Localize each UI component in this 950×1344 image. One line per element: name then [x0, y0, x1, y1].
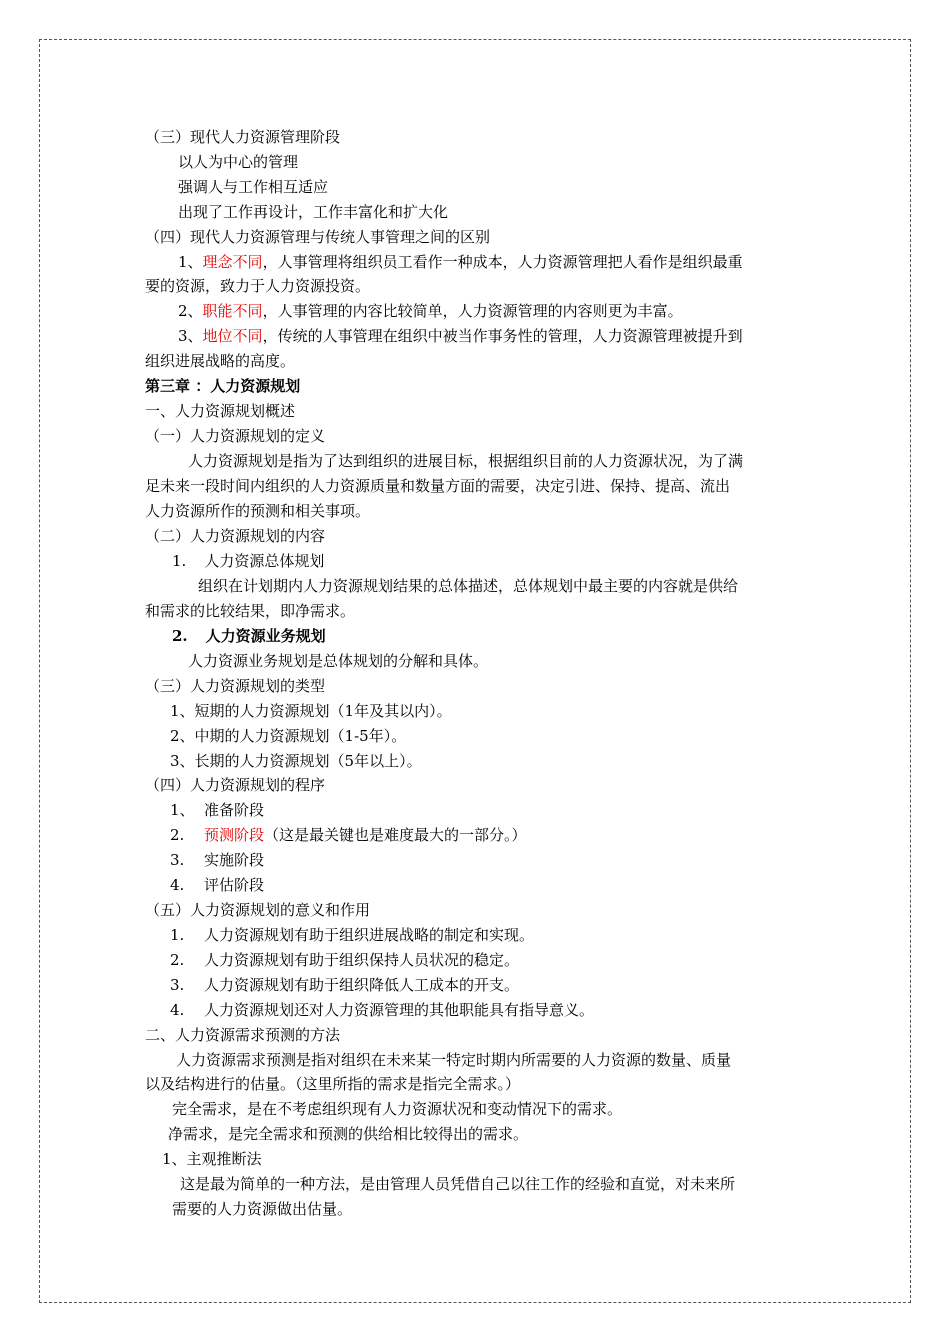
p1-s4-title: （四）人力资源规划的程序 [145, 776, 326, 794]
proc-4 [170, 873, 264, 897]
method-1-title: 1、主观推断法 [162, 1150, 262, 1168]
chapter-3-title: 第三章 ：人力资源规划 [145, 377, 301, 395]
proc-1-num: 1、 [170, 801, 195, 819]
p1-s5-title: （五）人力资源规划的意义和作用 [145, 901, 371, 919]
part-1-title: 一、人力资源规划概述 [145, 402, 296, 420]
content-1-num: 1. [172, 552, 187, 570]
type-3: 3、长期的人力资源规划（5年以上）。 [170, 752, 422, 770]
meaning-1-text: 人力资源规划有助于组织进展战略的制定和实现。 [204, 926, 535, 944]
proc-3-num: 3. [170, 851, 185, 869]
diff-2 [178, 299, 683, 323]
meaning-4-num: 4. [170, 1001, 185, 1019]
meaning-2-num: 2. [170, 951, 185, 969]
content-1-title: 人力资源总体规划 [204, 552, 325, 570]
p1-s2-title: （二）人力资源规划的内容 [145, 527, 326, 545]
diff-3-num: 3、 [178, 327, 203, 345]
diff-1 [178, 250, 743, 274]
meaning-3 [170, 973, 519, 997]
p1-s3-title: （三）人力资源规划的类型 [145, 677, 326, 695]
part-2-title: 二、人力资源需求预测的方法 [145, 1026, 341, 1044]
meaning-4 [170, 998, 594, 1022]
diff-3-highlight: 地位不同 [202, 327, 263, 345]
diff-3-cont: 组织进展战略的高度。 [145, 352, 296, 370]
diff-2-highlight: 职能不同 [202, 302, 263, 320]
meaning-3-num: 3. [170, 976, 185, 994]
meaning-1-num: 1. [170, 926, 185, 944]
net-demand: 净需求，是完全需求和预测的供给相比较得出的需求。 [168, 1125, 529, 1143]
diff-3 [178, 324, 743, 348]
meaning-1 [170, 923, 534, 947]
type-2: 2、中期的人力资源规划（1-5年）。 [170, 727, 407, 745]
proc-3-text: 实施阶段 [204, 851, 265, 869]
diff-2-num: 2、 [178, 302, 203, 320]
proc-3 [170, 848, 264, 872]
s3-item-1: 以人为中心的管理 [178, 153, 299, 171]
diff-2-text: ，人事管理的内容比较简单，人力资源管理的内容则更为丰富。 [262, 302, 683, 320]
demand-line-2: 以及结构进行的估量。（这里所指的需求是指完全需求。） [145, 1075, 521, 1093]
s3-item-2: 强调人与工作相互适应 [178, 178, 329, 196]
full-demand: 完全需求，是在不考虑组织现有人力资源状况和变动情况下的需求。 [172, 1100, 623, 1118]
definition-line-3: 人力资源所作的预测和相关事项。 [145, 502, 371, 520]
proc-4-text: 评估阶段 [204, 876, 265, 894]
method-1-line-2: 需要的人力资源做出估量。 [172, 1200, 353, 1218]
definition-line-2: 足未来一段时间内组织的人力资源质量和数量方面的需要，决定引进、保持、提高、流出 [145, 477, 731, 495]
p1-s1-title: （一）人力资源规划的定义 [145, 427, 326, 445]
content-2-heading [172, 624, 326, 648]
proc-1 [170, 798, 264, 822]
s3-item-3: 出现了工作再设计，工作丰富化和扩大化 [178, 203, 449, 221]
diff-1-highlight: 理念不同 [202, 253, 263, 271]
diff-1-cont: 要的资源，致力于人力资源投资。 [145, 277, 371, 295]
content-1-line-2: 和需求的比较结果，即净需求。 [145, 602, 356, 620]
proc-2-text: （这是最关键也是难度最大的一部分。） [264, 826, 527, 844]
type-1: 1、短期的人力资源规划（1年及其以内）。 [170, 702, 452, 720]
definition-line-1: 人力资源规划是指为了达到组织的进展目标，根据组织目前的人力资源状况，为了满 [188, 452, 744, 470]
meaning-4-text: 人力资源规划还对人力资源管理的其他职能具有指导意义。 [204, 1001, 595, 1019]
content-2-line: 人力资源业务规划是总体规划的分解和具体。 [188, 652, 489, 670]
meaning-3-text: 人力资源规划有助于组织降低人工成本的开支。 [204, 976, 520, 994]
content-1-heading [172, 549, 324, 573]
section-4-title: （四）现代人力资源管理与传统人事管理之间的区别 [145, 228, 491, 246]
content-2-num: 2. [172, 627, 188, 645]
diff-1-text: ，人事管理将组织员工看作一种成本，人力资源管理把人看作是组织最重 [262, 253, 743, 271]
section-3-title: （三）现代人力资源管理阶段 [145, 128, 341, 146]
content-2-title: 人力资源业务规划 [205, 627, 326, 645]
meaning-2-text: 人力资源规划有助于组织保持人员状况的稳定。 [204, 951, 520, 969]
meaning-2 [170, 948, 519, 972]
proc-1-text: 准备阶段 [204, 801, 265, 819]
diff-3-text: ，传统的人事管理在组织中被当作事务性的管理，人力资源管理被提升到 [262, 327, 743, 345]
content-1-line-1: 组织在计划期内人力资源规划结果的总体描述，总体规划中最主要的内容就是供给 [198, 577, 739, 595]
proc-2 [170, 823, 527, 847]
method-1-line-1: 这是最为简单的一种方法，是由管理人员凭借自己以往工作的经验和直觉，对未来所 [180, 1175, 736, 1193]
proc-4-num: 4. [170, 876, 185, 894]
diff-1-num: 1、 [178, 253, 203, 271]
demand-line-1: 人力资源需求预测是指对组织在未来某一特定时期内所需要的人力资源的数量、质量 [176, 1051, 732, 1069]
proc-2-num: 2. [170, 826, 185, 844]
proc-2-highlight: 预测阶段 [204, 826, 265, 844]
